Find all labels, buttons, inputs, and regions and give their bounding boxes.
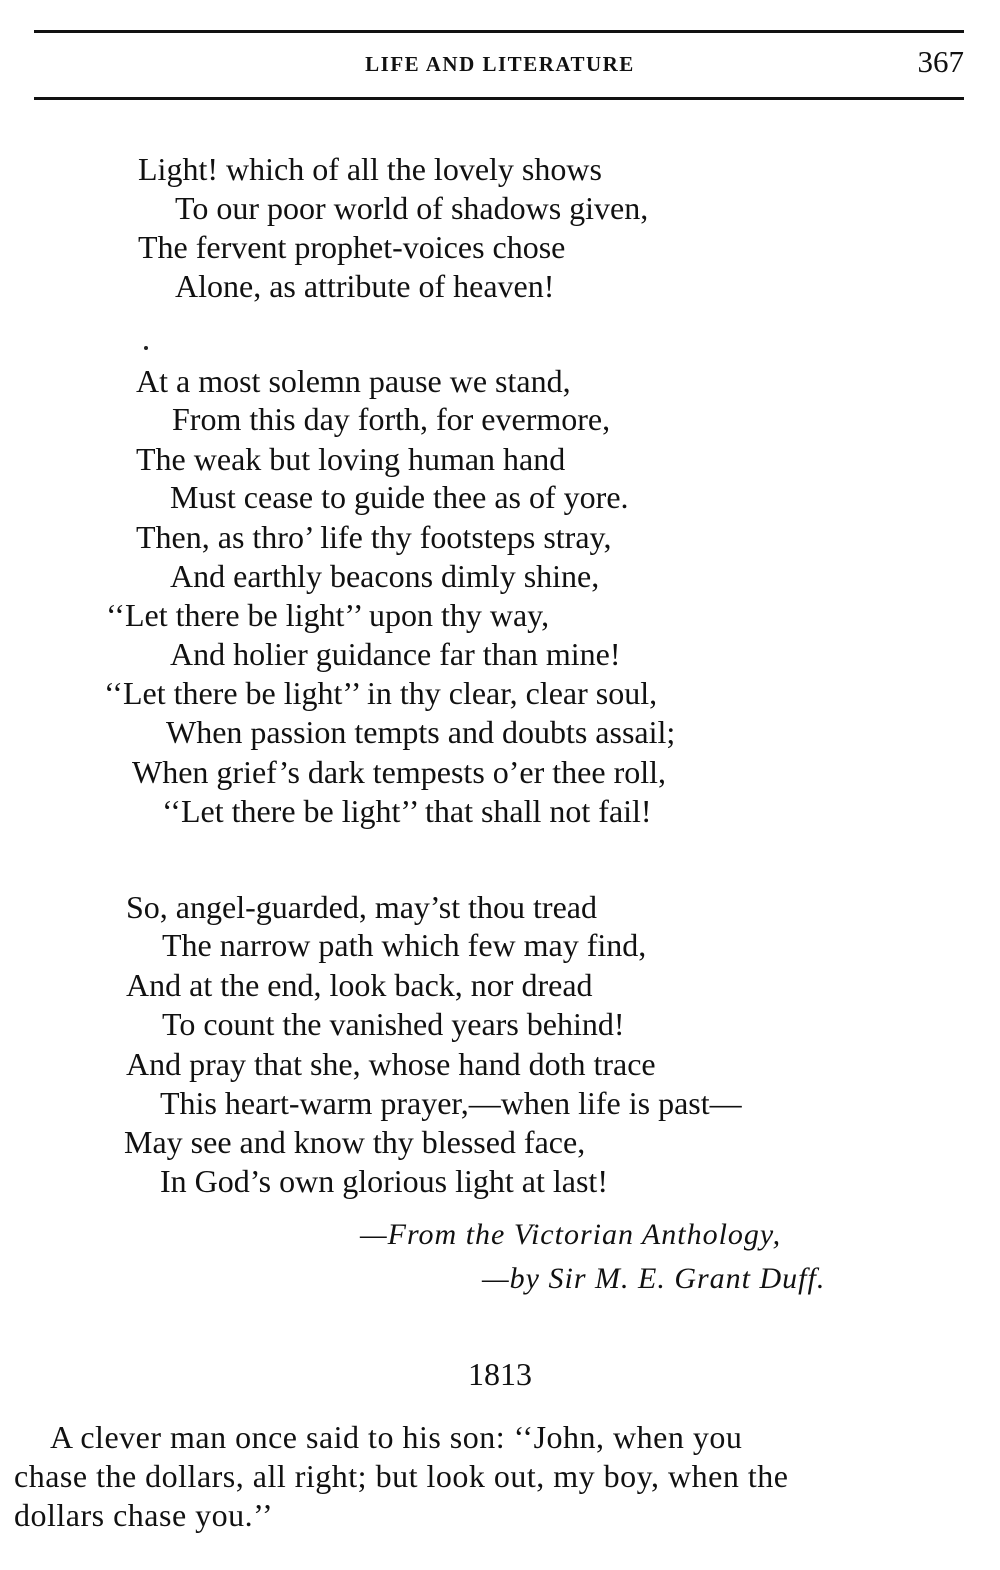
poem-line: From this day forth, for evermore, [172, 401, 611, 437]
poem-line: The weak but loving human hand [136, 441, 566, 477]
attribution-source: —From the Victorian Anthology, [360, 1218, 782, 1251]
paragraph-line: dollars chase you.’’ [14, 1497, 274, 1533]
poem-line: To our poor world of shadows given, [175, 190, 649, 226]
poem-line: When grief’s dark tempests o’er thee roll, [132, 754, 667, 790]
poem-line: May see and know thy blessed face, [124, 1124, 586, 1160]
poem-line: Must cease to guide thee as of yore. [170, 479, 629, 515]
poem-line: To count the vanished years behind! [162, 1006, 625, 1042]
section-heading: 1813 [468, 1356, 532, 1392]
header-rule-top [34, 30, 964, 33]
paragraph-line: chase the dollars, all right; but look out, my boy, when the [14, 1458, 789, 1494]
page-number: 367 [917, 44, 964, 79]
poem-line: At a most solemn pause we stand, [136, 363, 571, 399]
running-title: LIFE AND LITERATURE [365, 52, 635, 76]
attribution-author: —by Sir M. E. Grant Duff. [482, 1262, 826, 1295]
poem-line: This heart-warm prayer,—when life is past— [160, 1085, 742, 1121]
poem-line: Light! which of all the lovely shows [138, 151, 602, 187]
stray-mark [144, 346, 148, 350]
poem-line: And pray that she, whose hand doth trace [126, 1046, 656, 1082]
poem-line: Then, as thro’ life thy footsteps stray, [136, 519, 612, 555]
poem-line: The narrow path which few may find, [162, 927, 647, 963]
poem-line: The fervent prophet-voices chose [138, 229, 566, 265]
paragraph-line: A clever man once said to his son: ‘‘John, when you [50, 1419, 743, 1455]
poem-line: ‘‘Let there be light’’ that shall not fail! [162, 793, 652, 829]
poem-line: When passion tempts and doubts assail; [166, 714, 676, 750]
poem-line: ‘‘Let there be light’’ in thy clear, clear soul, [104, 675, 658, 711]
poem-line: ‘‘Let there be light’’ upon thy way, [106, 597, 550, 633]
header-rule-bottom [34, 97, 964, 100]
poem-line: And at the end, look back, nor dread [126, 967, 593, 1003]
poem-line: Alone, as attribute of heaven! [175, 268, 555, 304]
poem-line: In God’s own glorious light at last! [160, 1163, 608, 1199]
poem-line: And holier guidance far than mine! [170, 636, 621, 672]
poem-line: And earthly beacons dimly shine, [170, 558, 600, 594]
poem-line: So, angel-guarded, may’st thou tread [126, 889, 597, 925]
